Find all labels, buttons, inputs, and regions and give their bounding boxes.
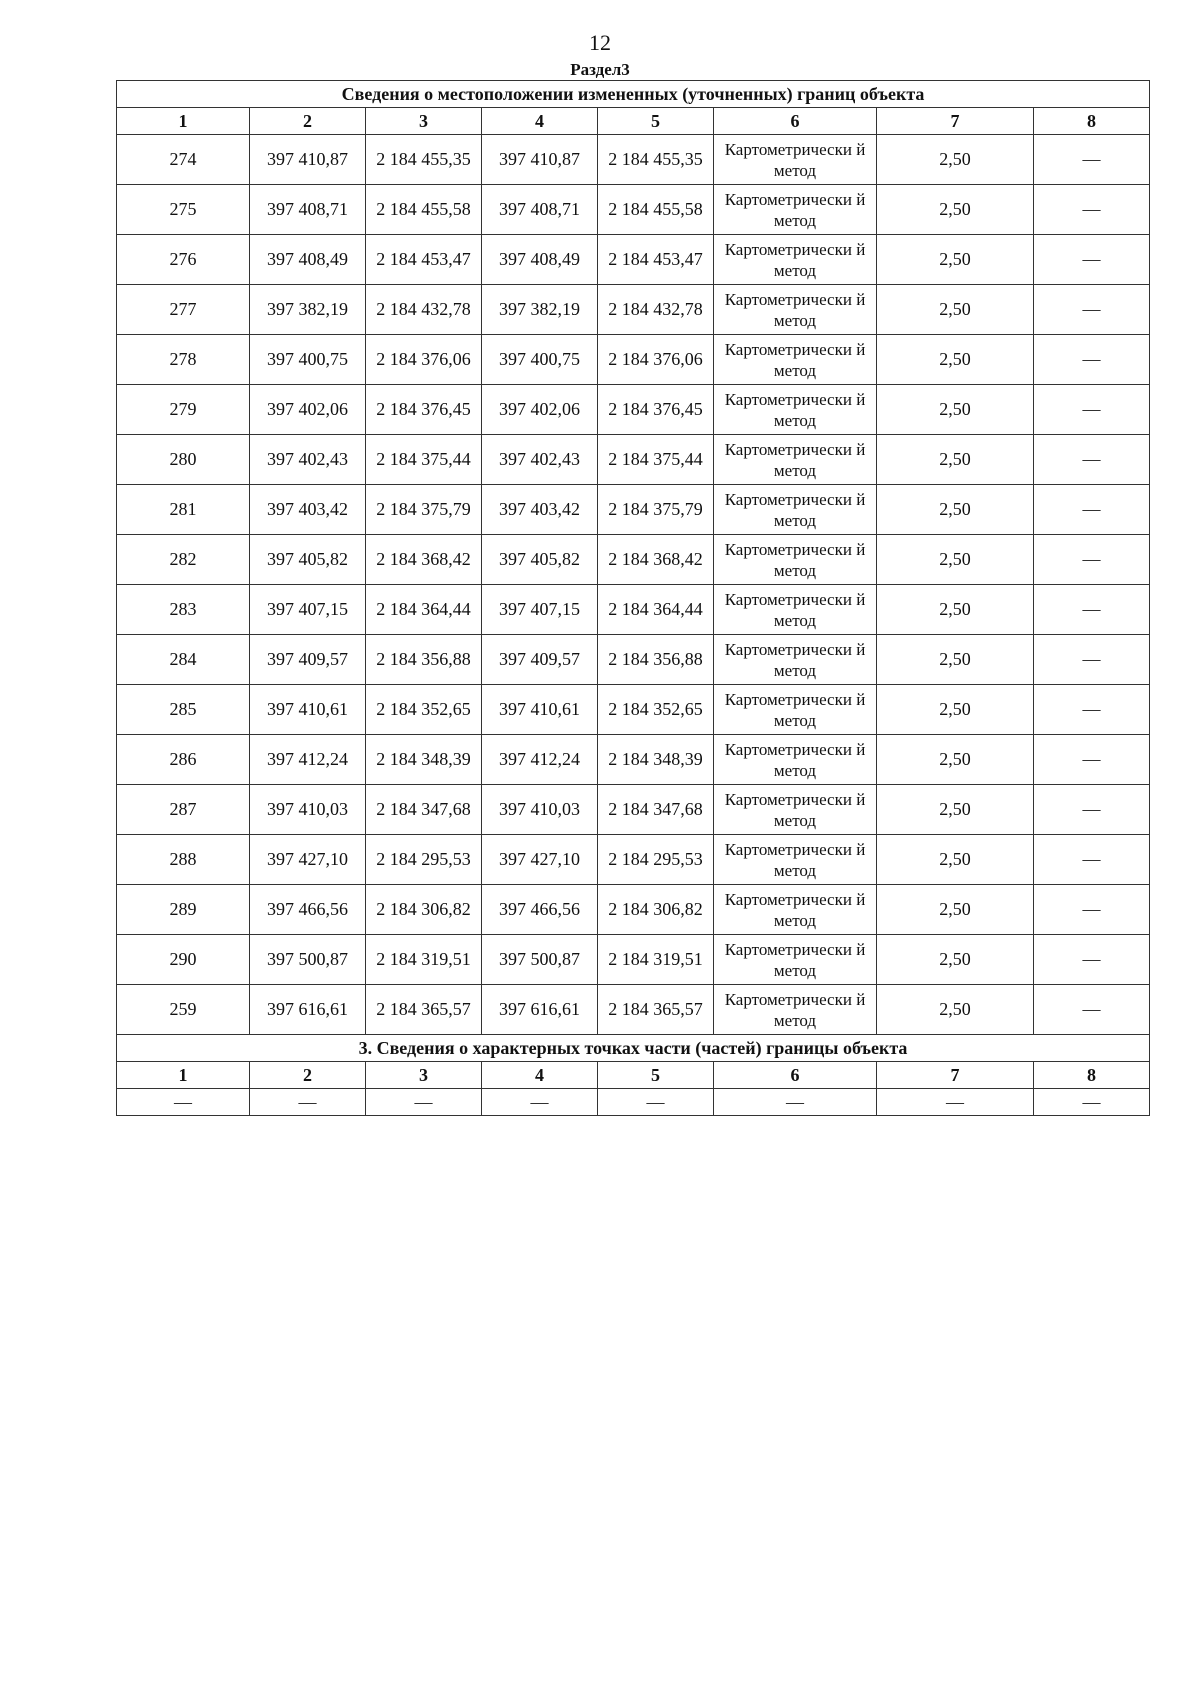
page-number: 12 (589, 30, 611, 55)
table-cell: 2 184 432,78 (366, 285, 482, 335)
table-cell: 2,50 (877, 135, 1034, 185)
table-cell: 397 400,75 (250, 335, 366, 385)
table-cell: 2 184 432,78 (598, 285, 714, 335)
table-cell: Картометрически й метод (714, 385, 877, 435)
table-cell: 2 184 319,51 (598, 935, 714, 985)
table-cell: 397 408,71 (482, 185, 598, 235)
table-cell: 2 184 365,57 (366, 985, 482, 1035)
table-cell: 2,50 (877, 785, 1034, 835)
table-cell: — (1034, 685, 1150, 735)
table-cell: — (598, 1089, 714, 1116)
column-header: 6 (714, 108, 877, 135)
table-cell: — (1034, 835, 1150, 885)
table-cell: 278 (117, 335, 250, 385)
table-row (117, 1089, 1150, 1116)
table-cell: 397 405,82 (250, 535, 366, 585)
table-caption-row (117, 1035, 1150, 1062)
column-header: 4 (482, 1062, 598, 1089)
table-cell: 397 616,61 (250, 985, 366, 1035)
table-cell: 397 427,10 (482, 835, 598, 885)
table-cell: Картометрически й метод (714, 885, 877, 935)
table-cell: Картометрически й метод (714, 985, 877, 1035)
table-row (117, 735, 1150, 785)
table-row (117, 285, 1150, 335)
table-row (117, 485, 1150, 535)
table-cell: — (1034, 935, 1150, 985)
column-header: 5 (598, 108, 714, 135)
table-cell: — (1034, 335, 1150, 385)
table-cell: Картометрически й метод (714, 785, 877, 835)
table-cell: Картометрически й метод (714, 935, 877, 985)
column-header: 8 (1034, 1062, 1150, 1089)
table-cell: 285 (117, 685, 250, 735)
table-cell: 289 (117, 885, 250, 935)
table-cell: 397 407,15 (482, 585, 598, 635)
table-cell: — (1034, 885, 1150, 935)
table-cell: — (482, 1089, 598, 1116)
table-cell: 397 382,19 (482, 285, 598, 335)
table-cell: 276 (117, 235, 250, 285)
table-cell: 2 184 356,88 (366, 635, 482, 685)
table-cell: 2 184 356,88 (598, 635, 714, 685)
table-cell: 2,50 (877, 335, 1034, 385)
table-cell: 279 (117, 385, 250, 435)
table-cell: 2 184 295,53 (366, 835, 482, 885)
table-cell: Картометрически й метод (714, 585, 877, 635)
section-title: Раздел3 (570, 60, 630, 79)
table-cell: — (1034, 1089, 1150, 1116)
table-cell: Картометрически й метод (714, 735, 877, 785)
column-header: 2 (250, 108, 366, 135)
table-cell: 397 402,06 (482, 385, 598, 435)
table-cell: Картометрически й метод (714, 285, 877, 335)
table-row (117, 785, 1150, 835)
table-cell: — (877, 1089, 1034, 1116)
column-header: 2 (250, 1062, 366, 1089)
table-cell: 2 184 375,44 (598, 435, 714, 485)
table-cell: 2,50 (877, 185, 1034, 235)
table-cell: 397 410,03 (250, 785, 366, 835)
table-row (117, 685, 1150, 735)
table-cell: 2 184 375,79 (366, 485, 482, 535)
table-row (117, 835, 1150, 885)
table-cell: 2 184 453,47 (366, 235, 482, 285)
table-cell: — (250, 1089, 366, 1116)
table-cell: 2 184 455,35 (366, 135, 482, 185)
table-cell: 2,50 (877, 235, 1034, 285)
table-cell: — (1034, 635, 1150, 685)
table-cell: — (1034, 235, 1150, 285)
column-header: 7 (877, 1062, 1034, 1089)
table-cell: 2 184 319,51 (366, 935, 482, 985)
table-cell: 397 405,82 (482, 535, 598, 585)
column-header: 5 (598, 1062, 714, 1089)
table-row (117, 985, 1150, 1035)
table-cell: Картометрически й метод (714, 535, 877, 585)
table-cell: 397 408,71 (250, 185, 366, 235)
table-row (117, 585, 1150, 635)
table-cell: 2 184 455,58 (366, 185, 482, 235)
column-header-row (117, 1062, 1150, 1089)
table-cell: 2,50 (877, 285, 1034, 335)
table-cell: — (366, 1089, 482, 1116)
table-cell: — (1034, 585, 1150, 635)
table-cell: 2 184 375,44 (366, 435, 482, 485)
table-cell: 2 184 376,06 (366, 335, 482, 385)
table-cell: 286 (117, 735, 250, 785)
table-cell: 397 410,61 (482, 685, 598, 735)
table-cell: Картометрически й метод (714, 235, 877, 285)
table-cell: 2,50 (877, 735, 1034, 785)
table-cell: 2,50 (877, 985, 1034, 1035)
table-row (117, 885, 1150, 935)
table-cell: — (1034, 285, 1150, 335)
table-row (117, 335, 1150, 385)
table-cell: 2 184 453,47 (598, 235, 714, 285)
table-cell: — (1034, 535, 1150, 585)
table-cell: 2 184 352,65 (366, 685, 482, 735)
table-cell: 290 (117, 935, 250, 985)
table-cell: 2 184 375,79 (598, 485, 714, 535)
table-cell: 2,50 (877, 535, 1034, 585)
column-header: 1 (117, 1062, 250, 1089)
table-cell: — (117, 1089, 250, 1116)
column-header-row (117, 108, 1150, 135)
table-row (117, 385, 1150, 435)
table-cell: 2 184 376,06 (598, 335, 714, 385)
table-cell: 2,50 (877, 835, 1034, 885)
table-caption: 3. Сведения о характерных точках части (частей) границы объекта (117, 1035, 1150, 1062)
table-cell: 2,50 (877, 585, 1034, 635)
table-cell: Картометрически й метод (714, 135, 877, 185)
table-cell: Картометрически й метод (714, 685, 877, 735)
table-cell: 397 403,42 (250, 485, 366, 535)
table-cell: 397 382,19 (250, 285, 366, 335)
table-cell: 274 (117, 135, 250, 185)
table-cell: 397 407,15 (250, 585, 366, 635)
table-cell: 2,50 (877, 435, 1034, 485)
table-cell: 2,50 (877, 635, 1034, 685)
table-cell: 2 184 368,42 (366, 535, 482, 585)
table-cell: 397 402,43 (482, 435, 598, 485)
table-cell: 397 402,06 (250, 385, 366, 435)
table-cell: — (1034, 135, 1150, 185)
table-cell: Картометрически й метод (714, 185, 877, 235)
table-cell: — (714, 1089, 877, 1116)
table-cell: 2 184 455,35 (598, 135, 714, 185)
column-header: 7 (877, 108, 1034, 135)
table-cell: — (1034, 185, 1150, 235)
table-cell: — (1034, 385, 1150, 435)
table-cell: 2 184 306,82 (366, 885, 482, 935)
table-cell: 2 184 368,42 (598, 535, 714, 585)
table-cell: 2 184 376,45 (598, 385, 714, 435)
table-cell: 280 (117, 435, 250, 485)
column-header: 3 (366, 1062, 482, 1089)
table-cell: 2,50 (877, 385, 1034, 435)
table-cell: 397 616,61 (482, 985, 598, 1035)
table-cell: 397 409,57 (482, 635, 598, 685)
table-cell: 2 184 352,65 (598, 685, 714, 735)
table-cell: 2,50 (877, 485, 1034, 535)
table-cell: 397 408,49 (250, 235, 366, 285)
table-cell: — (1034, 985, 1150, 1035)
table-cell: Картометрически й метод (714, 435, 877, 485)
table-cell: — (1034, 435, 1150, 485)
column-header: 6 (714, 1062, 877, 1089)
table-cell: Картометрически й метод (714, 635, 877, 685)
table-cell: 2 184 348,39 (598, 735, 714, 785)
table-cell: 397 410,61 (250, 685, 366, 735)
table-cell: 2 184 455,58 (598, 185, 714, 235)
table-cell: 397 412,24 (250, 735, 366, 785)
column-header: 8 (1034, 108, 1150, 135)
table-cell: Картометрически й метод (714, 835, 877, 885)
table-cell: 397 466,56 (482, 885, 598, 935)
table-cell: 277 (117, 285, 250, 335)
table-cell: 2 184 348,39 (366, 735, 482, 785)
table-row (117, 535, 1150, 585)
table-cell: 397 410,87 (250, 135, 366, 185)
table-cell: 281 (117, 485, 250, 535)
table-caption: Сведения о местоположении измененных (уточненных) границ объекта (117, 81, 1150, 108)
column-header: 4 (482, 108, 598, 135)
table-cell: 283 (117, 585, 250, 635)
table-cell: 397 400,75 (482, 335, 598, 385)
table-cell: 397 500,87 (250, 935, 366, 985)
table-row (117, 935, 1150, 985)
table-cell: — (1034, 785, 1150, 835)
table-cell: 284 (117, 635, 250, 685)
table-cell: 2 184 376,45 (366, 385, 482, 435)
table-cell: 2 184 347,68 (598, 785, 714, 835)
column-header: 1 (117, 108, 250, 135)
table-cell: 2 184 295,53 (598, 835, 714, 885)
table-cell: 397 410,03 (482, 785, 598, 835)
table-cell: 397 402,43 (250, 435, 366, 485)
table-cell: 2,50 (877, 935, 1034, 985)
table-cell: 397 403,42 (482, 485, 598, 535)
boundary-table (116, 80, 1150, 1116)
table-cell: 275 (117, 185, 250, 235)
table-cell: 2 184 364,44 (366, 585, 482, 635)
table-row (117, 435, 1150, 485)
table-cell: 397 410,87 (482, 135, 598, 185)
table-cell: 287 (117, 785, 250, 835)
table-cell: 397 500,87 (482, 935, 598, 985)
table-cell: Картометрически й метод (714, 335, 877, 385)
table-cell: 2 184 347,68 (366, 785, 482, 835)
table-caption-row (117, 81, 1150, 108)
table-cell: 288 (117, 835, 250, 885)
table-cell: Картометрически й метод (714, 485, 877, 535)
table-cell: — (1034, 735, 1150, 785)
table-cell: 2 184 365,57 (598, 985, 714, 1035)
table-cell: 2 184 364,44 (598, 585, 714, 635)
table-row (117, 135, 1150, 185)
table-row (117, 635, 1150, 685)
table-cell: 2,50 (877, 885, 1034, 935)
table-cell: 397 427,10 (250, 835, 366, 885)
table-cell: 397 412,24 (482, 735, 598, 785)
table-cell: 2,50 (877, 685, 1034, 735)
table-cell: — (1034, 485, 1150, 535)
table-cell: 2 184 306,82 (598, 885, 714, 935)
table-cell: 397 466,56 (250, 885, 366, 935)
table-cell: 397 409,57 (250, 635, 366, 685)
table-cell: 282 (117, 535, 250, 585)
table-row (117, 185, 1150, 235)
table-cell: 259 (117, 985, 250, 1035)
table-cell: 397 408,49 (482, 235, 598, 285)
table-row (117, 235, 1150, 285)
column-header: 3 (366, 108, 482, 135)
